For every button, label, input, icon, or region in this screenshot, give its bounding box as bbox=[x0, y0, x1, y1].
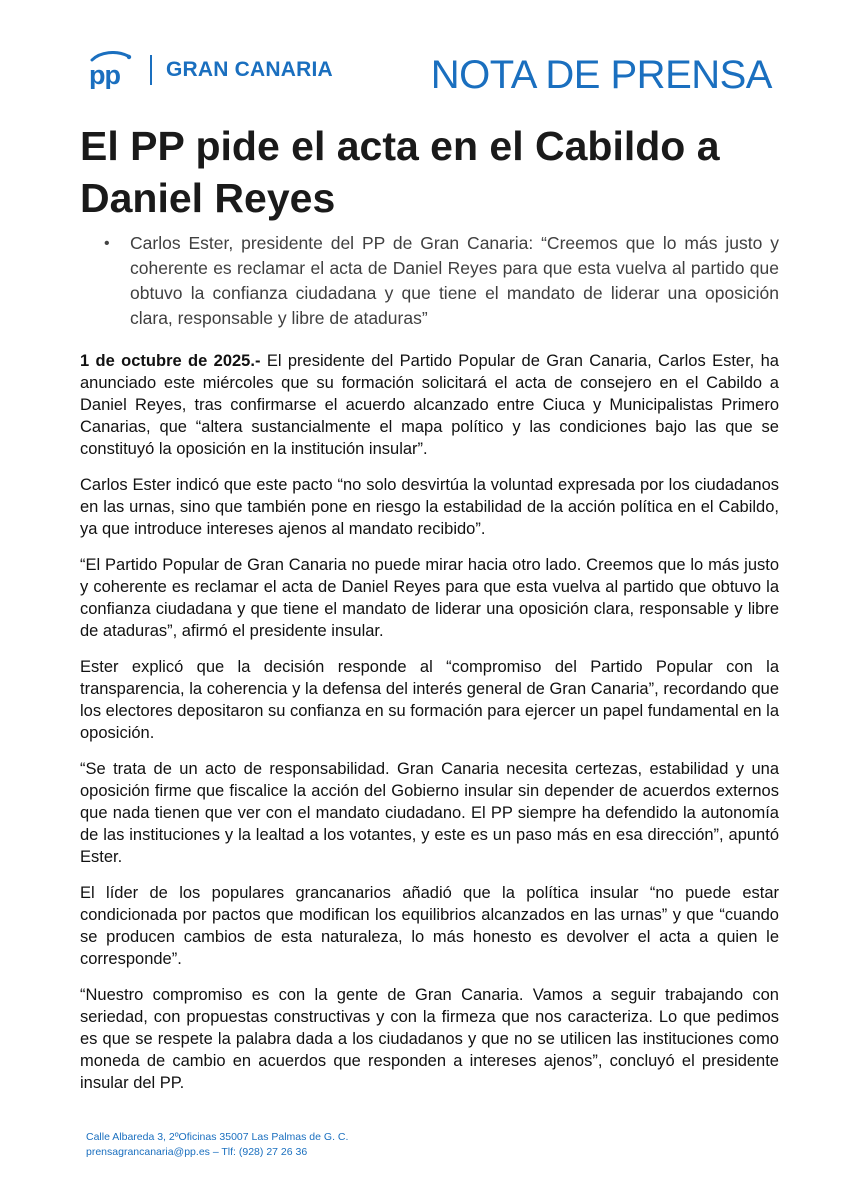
body-paragraph-7: “Nuestro compromiso es con la gente de Gran Canaria. Vamos a seguir trabajando con seriedad, con propuestas constructivas y con la firmeza que nos caracteriza. Lo que pedimos es que se respete la palabra dada a los ciudadanos y que no se utilicen las instituciones como moneda de cambio en acuerdos que responden a intereses ajenos”, concluyó el presidente insular del PP. bbox=[80, 986, 779, 1092]
pp-logo-icon bbox=[86, 51, 142, 89]
body-paragraph-6: El líder de los populares grancanarios añadió que la política insular “no puede estar condicionada por pactos que modifican los equilibrios alcanzados en las urnas” y que “cuando se producen cambios de esta naturaleza, lo más honesto es devolver el acta a quien le corresponde”. bbox=[80, 884, 779, 968]
highlight-text: Carlos Ester, presidente del PP de Gran Canaria: “Creemos que lo más justo y coherente es reclamar el acta de Daniel Reyes para que esta vuelva al partido que obtuvo la confianza ciudadana y que tiene el mandato de liderar una oposición clara, responsable y libre de ataduras” bbox=[130, 233, 779, 328]
body-paragraph-1 bbox=[80, 350, 779, 460]
press-release-body bbox=[80, 350, 779, 1108]
footer-address: Calle Albareda 3, 2ºOficinas 35007 Las Palmas de G. C. bbox=[86, 1131, 349, 1143]
body-paragraph-1-text: El presidente del Partido Popular de Gran Canaria, Carlos Ester, ha anunciado este miércoles que su formación solicitará el acta de consejero en el Cabildo a Daniel Reyes, tras confirmarse el acuerdo alcanzado entre Ciuca y Municipalistas Primero Canarias, que “altera sustancialmente el mapa político y las condiciones bajo las que se constituyó la oposición en la institución insular”. bbox=[80, 352, 779, 458]
body-paragraph-4: Ester explicó que la decisión responde al “compromiso del Partido Popular con la transparencia, la coherencia y la defensa del interés general de Gran Canaria”, recordando que los electores depositaron su confianza en su formación para ejercer un papel fundamental en la oposición. bbox=[80, 658, 779, 742]
dateline: 1 de octubre de 2025.- bbox=[80, 352, 261, 370]
highlight-bullet bbox=[104, 231, 779, 331]
document-type-heading: NOTA DE PRENSA bbox=[430, 53, 772, 97]
body-paragraph-3: “El Partido Popular de Gran Canaria no puede mirar hacia otro lado. Creemos que lo más justo y coherente es reclamar el acta de Daniel Reyes para que esta vuelva al partido que obtuvo la confianza ciudadana y que tiene el mandato de liderar una oposición clara, responsable y libre de ataduras”, afirmó el presidente insular. bbox=[80, 556, 779, 640]
bullet-icon: • bbox=[104, 235, 110, 252]
logo-separator bbox=[150, 55, 152, 85]
header bbox=[86, 46, 776, 106]
svg-text:pp: pp bbox=[89, 60, 120, 89]
footer-contact: prensagrancanaria@pp.es – Tlf: (928) 27 26 36 bbox=[86, 1146, 308, 1158]
logo-text: GRAN CANARIA bbox=[166, 58, 333, 81]
body-paragraph-5: “Se trata de un acto de responsabilidad. Gran Canaria necesita certezas, estabilidad y una oposición firme que fiscalice la acción del Gobierno insular sin depender de acuerdos externos que nada tienen que ver con el mandato ciudadano. El PP siempre ha defendido la autonomía de las instituciones y la lealtad a los votantes, y este es un paso más en esa dirección”, apuntó Ester. bbox=[80, 760, 779, 866]
body-paragraph-2: Carlos Ester indicó que este pacto “no solo desvirtúa la voluntad expresada por los ciudadanos en las urnas, sino que también pone en riesgo la estabilidad de la acción política en el Cabildo, ya que introduce intereses ajenos al mandato recibido”. bbox=[80, 476, 779, 538]
press-release-title: El PP pide el acta en el Cabildo a Daniel Reyes bbox=[80, 123, 720, 221]
footer bbox=[86, 1130, 348, 1160]
pp-logo bbox=[86, 50, 333, 90]
